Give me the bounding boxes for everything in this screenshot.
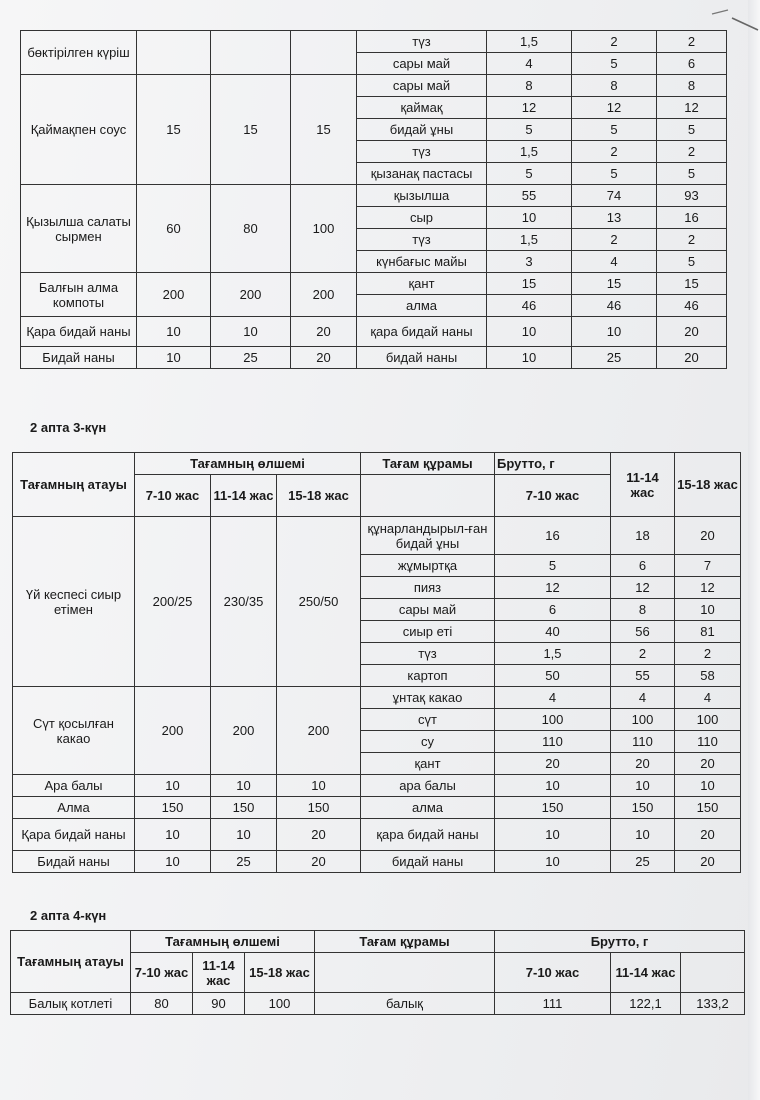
dish-name-cell: Бидай наны bbox=[21, 347, 137, 369]
dish-name-cell: Қара бидай наны bbox=[13, 819, 135, 851]
brutto-age3-cell: 12 bbox=[657, 97, 727, 119]
day4-menu-table bbox=[10, 930, 745, 1015]
brutto-age1-cell: 20 bbox=[495, 753, 611, 775]
header-dish-name: Тағамның атауы bbox=[13, 453, 135, 517]
brutto-age2-cell: 10 bbox=[611, 775, 675, 797]
portion-age2-cell bbox=[211, 31, 291, 75]
portion-age3-cell: 250/50 bbox=[277, 517, 361, 687]
brutto-age2-cell: 2 bbox=[572, 31, 657, 53]
brutto-age2-cell: 25 bbox=[611, 851, 675, 873]
portion-age3-cell: 20 bbox=[291, 347, 357, 369]
header-composition-blank bbox=[315, 953, 495, 993]
brutto-age1-cell: 150 bbox=[495, 797, 611, 819]
header-brutto: Брутто, г bbox=[495, 931, 745, 953]
table-row bbox=[21, 75, 727, 97]
brutto-age3-cell: 12 bbox=[675, 577, 741, 599]
page-edge bbox=[748, 0, 760, 1100]
table-row bbox=[21, 317, 727, 347]
ingredient-cell: бидай ұны bbox=[357, 119, 487, 141]
header-age1-brutto: 7-10 жас bbox=[495, 475, 611, 517]
table-row bbox=[13, 819, 741, 851]
portion-age2-cell: 200 bbox=[211, 273, 291, 317]
ingredient-cell: сыр bbox=[357, 207, 487, 229]
ingredient-cell: күнбағыс майы bbox=[357, 251, 487, 273]
portion-age2-cell: 25 bbox=[211, 347, 291, 369]
ingredient-cell: қызылша bbox=[357, 185, 487, 207]
portion-age3-cell: 20 bbox=[277, 851, 361, 873]
header-age2: 11-14 жас bbox=[193, 953, 245, 993]
ingredient-cell: қант bbox=[361, 753, 495, 775]
portion-age2-cell: 25 bbox=[211, 851, 277, 873]
table-row bbox=[21, 347, 727, 369]
ingredient-cell: түз bbox=[361, 643, 495, 665]
portion-age3-cell: 10 bbox=[277, 775, 361, 797]
dish-name-cell: Алма bbox=[13, 797, 135, 819]
brutto-age1-cell: 12 bbox=[487, 97, 572, 119]
ingredient-cell: бидай наны bbox=[357, 347, 487, 369]
portion-age3-cell: 200 bbox=[277, 687, 361, 775]
portion-age1-cell: 200 bbox=[137, 273, 211, 317]
portion-age1-cell: 10 bbox=[135, 819, 211, 851]
brutto-age3-cell: 20 bbox=[657, 317, 727, 347]
portion-age3-cell: 15 bbox=[291, 75, 357, 185]
brutto-age3-cell: 20 bbox=[675, 851, 741, 873]
day4-heading: 2 апта 4-күн bbox=[30, 908, 107, 923]
portion-age2-cell: 10 bbox=[211, 775, 277, 797]
header-portion: Тағамның өлшемі bbox=[135, 453, 361, 475]
brutto-age1-cell: 10 bbox=[495, 775, 611, 797]
brutto-age2-cell: 10 bbox=[611, 819, 675, 851]
dish-name-cell: бөктірілген күріш bbox=[21, 31, 137, 75]
brutto-age3-cell: 5 bbox=[657, 163, 727, 185]
header-composition: Тағам құрамы bbox=[361, 453, 495, 475]
brutto-age2-cell: 4 bbox=[572, 251, 657, 273]
brutto-age3-cell: 20 bbox=[675, 753, 741, 775]
dish-name-cell: Балғын алма компоты bbox=[21, 273, 137, 317]
brutto-age1-cell: 6 bbox=[495, 599, 611, 621]
brutto-age1-cell: 3 bbox=[487, 251, 572, 273]
day3-menu-table bbox=[12, 452, 741, 873]
brutto-age2-cell: 2 bbox=[572, 229, 657, 251]
brutto-age2-cell: 122,1 bbox=[611, 993, 681, 1015]
portion-age3-cell: 100 bbox=[291, 185, 357, 273]
table-row bbox=[13, 775, 741, 797]
brutto-age3-cell: 2 bbox=[657, 31, 727, 53]
brutto-age1-cell: 1,5 bbox=[487, 31, 572, 53]
ingredient-cell: түз bbox=[357, 229, 487, 251]
brutto-age2-cell: 100 bbox=[611, 709, 675, 731]
brutto-age1-cell: 1,5 bbox=[487, 229, 572, 251]
portion-age3-cell: 200 bbox=[291, 273, 357, 317]
ingredient-cell: бидай наны bbox=[361, 851, 495, 873]
brutto-age1-cell: 10 bbox=[495, 819, 611, 851]
table-row bbox=[13, 797, 741, 819]
brutto-age3-cell: 2 bbox=[657, 229, 727, 251]
brutto-age1-cell: 100 bbox=[495, 709, 611, 731]
portion-age2-cell: 15 bbox=[211, 75, 291, 185]
brutto-age3-cell: 46 bbox=[657, 295, 727, 317]
header-age1: 7-10 жас bbox=[131, 953, 193, 993]
dish-name-cell: Қызылша салаты сырмен bbox=[21, 185, 137, 273]
brutto-age2-cell: 18 bbox=[611, 517, 675, 555]
brutto-age3-cell: 100 bbox=[675, 709, 741, 731]
ingredient-cell: сары май bbox=[357, 53, 487, 75]
portion-age1-cell: 200/25 bbox=[135, 517, 211, 687]
brutto-age1-cell: 8 bbox=[487, 75, 572, 97]
brutto-age2-cell: 15 bbox=[572, 273, 657, 295]
brutto-age2-cell: 46 bbox=[572, 295, 657, 317]
table-row bbox=[13, 517, 741, 555]
header-portion: Тағамның өлшемі bbox=[131, 931, 315, 953]
brutto-age3-cell: 133,2 bbox=[681, 993, 745, 1015]
dish-name-cell: Бидай наны bbox=[13, 851, 135, 873]
table-row bbox=[21, 31, 727, 53]
brutto-age1-cell: 40 bbox=[495, 621, 611, 643]
ingredient-cell: түз bbox=[357, 141, 487, 163]
portion-age1-cell: 10 bbox=[137, 317, 211, 347]
ingredient-cell: қара бидай наны bbox=[361, 819, 495, 851]
brutto-age1-cell: 5 bbox=[487, 119, 572, 141]
ingredient-cell: түз bbox=[357, 31, 487, 53]
brutto-age1-cell: 10 bbox=[487, 207, 572, 229]
header-age3: 15-18 жас bbox=[245, 953, 315, 993]
ingredient-cell: қара бидай наны bbox=[357, 317, 487, 347]
header-brutto: Брутто, г bbox=[495, 453, 611, 475]
table-row bbox=[13, 687, 741, 709]
portion-age1-cell: 10 bbox=[135, 851, 211, 873]
ingredient-cell: ара балы bbox=[361, 775, 495, 797]
brutto-age2-cell: 5 bbox=[572, 163, 657, 185]
brutto-age1-cell: 10 bbox=[495, 851, 611, 873]
brutto-age3-cell: 4 bbox=[675, 687, 741, 709]
brutto-age1-cell: 110 bbox=[495, 731, 611, 753]
brutto-age3-cell: 16 bbox=[657, 207, 727, 229]
brutto-age3-cell: 93 bbox=[657, 185, 727, 207]
portion-age3-cell: 20 bbox=[291, 317, 357, 347]
brutto-age1-cell: 4 bbox=[487, 53, 572, 75]
portion-age2-cell: 10 bbox=[211, 819, 277, 851]
dish-name-cell: Қара бидай наны bbox=[21, 317, 137, 347]
ingredient-cell: қаймақ bbox=[357, 97, 487, 119]
header-age2: 11-14 жас bbox=[211, 475, 277, 517]
brutto-age2-cell: 55 bbox=[611, 665, 675, 687]
brutto-age2-cell: 20 bbox=[611, 753, 675, 775]
portion-age2-cell: 80 bbox=[211, 185, 291, 273]
brutto-age3-cell: 10 bbox=[675, 775, 741, 797]
header-composition-blank bbox=[361, 475, 495, 517]
portion-age2-cell: 230/35 bbox=[211, 517, 277, 687]
brutto-age3-cell: 20 bbox=[657, 347, 727, 369]
brutto-age1-cell: 4 bbox=[495, 687, 611, 709]
brutto-age3-cell: 2 bbox=[675, 643, 741, 665]
brutto-age1-cell: 50 bbox=[495, 665, 611, 687]
brutto-age2-cell: 12 bbox=[572, 97, 657, 119]
brutto-age1-cell: 10 bbox=[487, 347, 572, 369]
brutto-age1-cell: 10 bbox=[487, 317, 572, 347]
ingredient-cell: сиыр еті bbox=[361, 621, 495, 643]
brutto-age3-cell: 58 bbox=[675, 665, 741, 687]
portion-age2-cell: 10 bbox=[211, 317, 291, 347]
portion-age1-cell: 150 bbox=[135, 797, 211, 819]
brutto-age2-cell: 74 bbox=[572, 185, 657, 207]
brutto-age2-cell: 13 bbox=[572, 207, 657, 229]
portion-age1-cell: 15 bbox=[137, 75, 211, 185]
brutto-age1-cell: 12 bbox=[495, 577, 611, 599]
table-row bbox=[11, 993, 745, 1015]
brutto-age3-cell: 5 bbox=[657, 251, 727, 273]
brutto-age2-cell: 8 bbox=[611, 599, 675, 621]
brutto-age3-cell: 20 bbox=[675, 517, 741, 555]
portion-age1-cell: 10 bbox=[137, 347, 211, 369]
brutto-age3-cell: 8 bbox=[657, 75, 727, 97]
brutto-age1-cell: 15 bbox=[487, 273, 572, 295]
dish-name-cell: Ара балы bbox=[13, 775, 135, 797]
brutto-age2-cell: 10 bbox=[572, 317, 657, 347]
portion-age3-cell: 20 bbox=[277, 819, 361, 851]
brutto-age2-cell: 12 bbox=[611, 577, 675, 599]
dish-name-cell: Үй кеспесі сиыр етімен bbox=[13, 517, 135, 687]
portion-age1-cell: 200 bbox=[135, 687, 211, 775]
brutto-age2-cell: 4 bbox=[611, 687, 675, 709]
table-row bbox=[13, 851, 741, 873]
table-row bbox=[21, 185, 727, 207]
brutto-age2-cell: 150 bbox=[611, 797, 675, 819]
brutto-age2-cell: 110 bbox=[611, 731, 675, 753]
ingredient-cell: ұнтақ какао bbox=[361, 687, 495, 709]
portion-age2-cell: 150 bbox=[211, 797, 277, 819]
ingredient-cell: сары май bbox=[357, 75, 487, 97]
header-age2-brutto: 11-14 жас bbox=[611, 453, 675, 517]
ingredient-cell: су bbox=[361, 731, 495, 753]
brutto-age2-cell: 2 bbox=[572, 141, 657, 163]
brutto-age2-cell: 6 bbox=[611, 555, 675, 577]
brutto-age2-cell: 2 bbox=[611, 643, 675, 665]
brutto-age2-cell: 25 bbox=[572, 347, 657, 369]
header-age3: 15-18 жас bbox=[277, 475, 361, 517]
ingredient-cell: картоп bbox=[361, 665, 495, 687]
portion-age1-cell: 80 bbox=[131, 993, 193, 1015]
header-age2-brutto: 11-14 жас bbox=[611, 953, 681, 993]
header-age1: 7-10 жас bbox=[135, 475, 211, 517]
brutto-age3-cell: 5 bbox=[657, 119, 727, 141]
dish-name-cell: Балық котлеті bbox=[11, 993, 131, 1015]
brutto-age1-cell: 5 bbox=[487, 163, 572, 185]
brutto-age1-cell: 55 bbox=[487, 185, 572, 207]
dish-name-cell: Сүт қосылған какао bbox=[13, 687, 135, 775]
day3-heading: 2 апта 3-күн bbox=[30, 420, 107, 435]
header-age1-brutto: 7-10 жас bbox=[495, 953, 611, 993]
brutto-age2-cell: 5 bbox=[572, 53, 657, 75]
brutto-age3-cell: 7 bbox=[675, 555, 741, 577]
ingredient-cell: сүт bbox=[361, 709, 495, 731]
brutto-age3-cell: 10 bbox=[675, 599, 741, 621]
portion-age1-cell: 60 bbox=[137, 185, 211, 273]
ingredient-cell: қызанақ пастасы bbox=[357, 163, 487, 185]
brutto-age3-cell: 6 bbox=[657, 53, 727, 75]
brutto-age1-cell: 16 bbox=[495, 517, 611, 555]
dish-name-cell: Қаймақпен соус bbox=[21, 75, 137, 185]
portion-age1-cell bbox=[137, 31, 211, 75]
portion-age3-cell: 150 bbox=[277, 797, 361, 819]
header-age3-brutto-blank bbox=[681, 953, 745, 993]
brutto-age2-cell: 8 bbox=[572, 75, 657, 97]
portion-age1-cell: 10 bbox=[135, 775, 211, 797]
portion-age2-cell: 200 bbox=[211, 687, 277, 775]
ingredient-cell: пияз bbox=[361, 577, 495, 599]
brutto-age1-cell: 111 bbox=[495, 993, 611, 1015]
portion-age3-cell bbox=[291, 31, 357, 75]
table-row bbox=[21, 273, 727, 295]
brutto-age1-cell: 1,5 bbox=[487, 141, 572, 163]
portion-age2-cell: 90 bbox=[193, 993, 245, 1015]
ingredient-cell: қант bbox=[357, 273, 487, 295]
brutto-age3-cell: 20 bbox=[675, 819, 741, 851]
brutto-age2-cell: 56 bbox=[611, 621, 675, 643]
brutto-age3-cell: 81 bbox=[675, 621, 741, 643]
brutto-age3-cell: 2 bbox=[657, 141, 727, 163]
header-composition: Тағам құрамы bbox=[315, 931, 495, 953]
brutto-age1-cell: 46 bbox=[487, 295, 572, 317]
brutto-age3-cell: 15 bbox=[657, 273, 727, 295]
ingredient-cell: алма bbox=[361, 797, 495, 819]
ingredient-cell: алма bbox=[357, 295, 487, 317]
ingredient-cell: сары май bbox=[361, 599, 495, 621]
brutto-age1-cell: 1,5 bbox=[495, 643, 611, 665]
ingredient-cell: балық bbox=[315, 993, 495, 1015]
brutto-age2-cell: 5 bbox=[572, 119, 657, 141]
brutto-age1-cell: 5 bbox=[495, 555, 611, 577]
brutto-age3-cell: 150 bbox=[675, 797, 741, 819]
portion-age3-cell: 100 bbox=[245, 993, 315, 1015]
brutto-age3-cell: 110 bbox=[675, 731, 741, 753]
ingredient-cell: жұмыртқа bbox=[361, 555, 495, 577]
header-age3-brutto: 15-18 жас bbox=[675, 453, 741, 517]
ingredient-cell: құнарландырыл-ған бидай ұны bbox=[361, 517, 495, 555]
menu-table-continued bbox=[20, 30, 727, 369]
header-dish-name: Тағамның атауы bbox=[11, 931, 131, 993]
